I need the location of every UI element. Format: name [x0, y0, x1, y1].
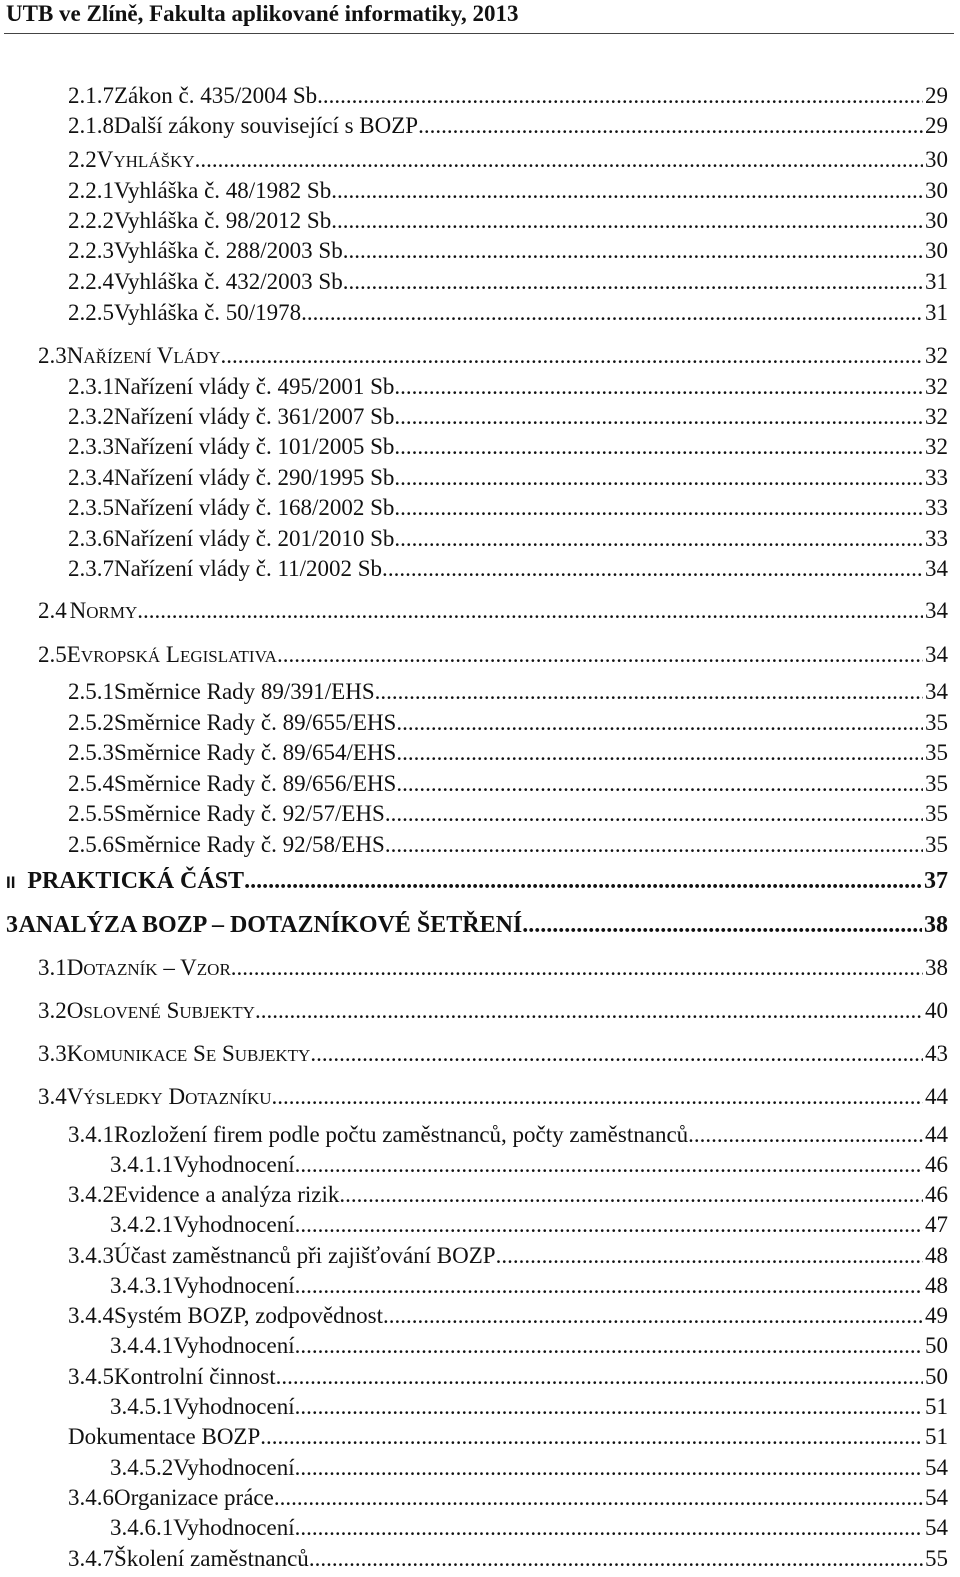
- toc-dot-leader: [522, 910, 922, 940]
- toc-entry[interactable]: [68, 1180, 948, 1210]
- toc-dot-leader: [396, 769, 923, 799]
- toc-entry-number: 2.3.1: [68, 374, 114, 399]
- toc-entry[interactable]: [110, 1392, 948, 1422]
- toc-entry-title: Další zákony související s BOZP: [114, 113, 419, 138]
- toc-entry[interactable]: [38, 1039, 948, 1069]
- toc-dot-leader: [295, 1210, 923, 1240]
- toc-entry-title: Směrnice Rady č. 89/656/EHS: [114, 771, 397, 796]
- toc-entry[interactable]: [68, 432, 948, 462]
- toc-entry-number: 2.3.6: [68, 526, 114, 551]
- toc-entry-number: 3.4.5.2: [110, 1455, 174, 1480]
- toc-dot-leader: [348, 236, 923, 266]
- toc-entry-page-number: 32: [925, 343, 948, 368]
- toc-entry-page-number: 50: [925, 1333, 948, 1358]
- toc-entry-title: Vyhodnocení: [173, 1515, 295, 1540]
- toc-entry[interactable]: [68, 176, 948, 206]
- toc-entry-number: 2.5.2: [68, 710, 114, 735]
- toc-entry-number: 2.5.1: [68, 679, 114, 704]
- toc-dot-leader: [400, 372, 923, 402]
- toc-dot-leader: [348, 267, 923, 297]
- toc-entry-page-number: 49: [925, 1303, 948, 1328]
- toc-entry-title: OSLOVENÉ SUBJEKTY: [66, 998, 255, 1023]
- toc-entry[interactable]: [38, 1082, 948, 1112]
- toc-entry-number: 3.4.2.1: [110, 1212, 174, 1237]
- toc-entry-number: 2.1.7: [68, 83, 114, 108]
- toc-entry-title: Nařízení vlády č. 495/2001 Sb.: [114, 374, 401, 399]
- toc-entry-number: 3.4.6.1: [110, 1515, 174, 1540]
- toc-entry-title: Směrnice Rady č. 92/58/EHS: [114, 832, 385, 857]
- toc-entry-title: Nařízení vlády č. 290/1995 Sb.: [114, 465, 401, 490]
- toc-entry-page-number: 35: [925, 801, 948, 826]
- toc-entry-page-number: 46: [925, 1182, 948, 1207]
- toc-dot-leader: [337, 206, 923, 236]
- toc-entry-title: Vyhláška č. 98/2012 Sb.: [114, 208, 337, 233]
- toc-entry-title: Vyhodnocení: [173, 1212, 295, 1237]
- toc-entry[interactable]: [110, 1150, 948, 1180]
- toc-entry-number: 2.5.3: [68, 740, 114, 765]
- toc-entry-title: Systém BOZP, zodpovědnost: [114, 1303, 383, 1328]
- toc-entry-title: VYHLÁŠKY: [96, 147, 195, 172]
- toc-entry[interactable]: [68, 402, 948, 432]
- toc-entry-number: 3.4.4.1: [110, 1333, 174, 1358]
- toc-entry-title: Vyhláška č. 288/2003 Sb.: [114, 238, 349, 263]
- toc-entry-title: Vyhodnocení: [173, 1152, 295, 1177]
- toc-entry-page-number: 34: [925, 642, 948, 667]
- toc-entry-page-number: 32: [925, 374, 948, 399]
- toc-entry[interactable]: [68, 830, 948, 860]
- toc-dot-leader: [400, 402, 923, 432]
- toc-entry[interactable]: [110, 1453, 948, 1483]
- toc-entry-page-number: 30: [925, 208, 948, 233]
- toc-entry-number: 2.4: [38, 598, 67, 623]
- toc-entry-number: 2.2.3: [68, 238, 114, 263]
- toc-entry-title: KOMUNIKACE SE SUBJEKTY: [66, 1041, 311, 1066]
- toc-entry-title: Organizace práce: [114, 1485, 274, 1510]
- toc-entry-title: EVROPSKÁ LEGISLATIVA: [66, 642, 277, 667]
- toc-entry-title: Vyhodnocení: [173, 1455, 295, 1480]
- toc-entry-title: Vyhodnocení: [173, 1333, 295, 1358]
- toc-entry-number: 3.2: [38, 998, 67, 1023]
- toc-entry-page-number: 35: [925, 740, 948, 765]
- toc-entry-title: Nařízení vlády č. 11/2002 Sb.: [114, 556, 388, 581]
- toc-dot-leader: [310, 1039, 923, 1069]
- toc-dot-leader: [383, 1301, 923, 1331]
- toc-entry-title: Směrnice Rady 89/391/EHS: [114, 679, 375, 704]
- toc-entry[interactable]: [68, 554, 948, 584]
- toc-entry-number: 3.1: [38, 955, 67, 980]
- toc-entry-title: Zákon č. 435/2004 Sb.: [114, 83, 323, 108]
- toc-dot-leader: [137, 596, 923, 626]
- toc-dot-leader: [255, 996, 923, 1026]
- toc-entry-page-number: 32: [925, 434, 948, 459]
- toc-entry[interactable]: [68, 524, 948, 554]
- toc-entry-number: 3.4.5.1: [110, 1394, 174, 1419]
- toc-entry-page-number: 47: [925, 1212, 948, 1237]
- toc-dot-leader: [295, 1331, 923, 1361]
- toc-dot-leader: [400, 463, 923, 493]
- toc-entry-number: 3.4.5: [68, 1364, 114, 1389]
- toc-entry-number: 3.4.2: [68, 1182, 114, 1207]
- toc-dot-leader: [295, 1513, 923, 1543]
- toc-entry[interactable]: [68, 799, 948, 829]
- toc-dot-leader: [388, 554, 923, 584]
- toc-entry-page-number: 48: [925, 1273, 948, 1298]
- toc-dot-leader: [244, 866, 922, 896]
- toc-entry-title: VÝSLEDKY DOTAZNÍKU: [66, 1084, 272, 1109]
- toc-entry[interactable]: [68, 1483, 948, 1513]
- toc-entry-number: 2.2.5: [68, 300, 114, 325]
- toc-entry-page-number: 46: [925, 1152, 948, 1177]
- toc-entry-title: Nařízení vlády č. 201/2010 Sb.: [114, 526, 401, 551]
- toc-entry-title: Evidence a analýza rizik: [114, 1182, 340, 1207]
- toc-entry-title: Směrnice Rady č. 92/57/EHS: [114, 801, 385, 826]
- toc-entry[interactable]: [68, 1544, 948, 1574]
- toc-entry-number: 2.5: [38, 642, 67, 667]
- toc-dot-leader: [385, 830, 923, 860]
- toc-entry-number: 3.4.4: [68, 1303, 114, 1328]
- toc-entry-page-number: 32: [925, 404, 948, 429]
- toc-entry-title: ANALÝZA BOZP – DOTAZNÍKOVÉ ŠETŘENÍ: [18, 912, 523, 938]
- toc-entry-title: Směrnice Rady č. 89/655/EHS: [114, 710, 397, 735]
- toc-entry-number: 3.4.3.1: [110, 1273, 174, 1298]
- toc-entry-number: 2.3.5: [68, 495, 114, 520]
- toc-entry-page-number: 30: [925, 238, 948, 263]
- toc-entry-page-number: 38: [925, 955, 948, 980]
- toc-entry-title: Vyhláška č. 48/1982 Sb.: [114, 178, 337, 203]
- toc-entry-page-number: 43: [925, 1041, 948, 1066]
- toc-dot-leader: [195, 145, 923, 175]
- toc-entry[interactable]: [6, 866, 948, 896]
- toc-dot-leader: [309, 1544, 923, 1574]
- toc-entry-title: Vyhodnocení: [173, 1273, 295, 1298]
- toc-entry[interactable]: [38, 640, 948, 670]
- toc-entry-number: 3.4.6: [68, 1485, 114, 1510]
- toc-entry-page-number: 38: [924, 912, 948, 938]
- toc-entry-title: Školení zaměstnanců: [114, 1546, 309, 1571]
- toc-entry-page-number: 34: [925, 679, 948, 704]
- toc-entry-page-number: 35: [925, 771, 948, 796]
- toc-entry[interactable]: [68, 267, 948, 297]
- toc-entry-number: 2.2: [68, 147, 97, 172]
- toc-entry[interactable]: [68, 206, 948, 236]
- toc-entry-number: 2.5.4: [68, 771, 114, 796]
- toc-entry-title: Vyhláška č. 432/2003 Sb.: [114, 269, 349, 294]
- toc-entry[interactable]: [68, 111, 948, 141]
- toc-dot-leader: [301, 298, 923, 328]
- toc-entry-page-number: 35: [925, 710, 948, 735]
- toc-dot-leader: [231, 953, 923, 983]
- toc-entry-number: 2.2.2: [68, 208, 114, 233]
- toc-entry-number: II: [6, 873, 16, 892]
- toc-entry-page-number: 31: [925, 269, 948, 294]
- toc-entry-page-number: 54: [925, 1455, 948, 1480]
- toc-entry-page-number: 31: [925, 300, 948, 325]
- toc-entry-page-number: 29: [925, 113, 948, 138]
- toc-dot-leader: [337, 176, 923, 206]
- toc-entry-title: Kontrolní činnost: [114, 1364, 276, 1389]
- toc-entry-page-number: 34: [925, 598, 948, 623]
- toc-entry-title: NORMY: [69, 598, 138, 623]
- toc-dot-leader: [385, 799, 923, 829]
- toc-entry-page-number: 40: [925, 998, 948, 1023]
- toc-entry-page-number: 51: [925, 1394, 948, 1419]
- toc-dot-leader: [274, 1483, 923, 1513]
- toc-entry[interactable]: [68, 1301, 948, 1331]
- toc-dot-leader: [688, 1120, 923, 1150]
- toc-entry[interactable]: [68, 236, 948, 266]
- toc-entry[interactable]: [38, 341, 948, 371]
- toc-dot-leader: [295, 1392, 923, 1422]
- toc-entry-title: Nařízení vlády č. 168/2002 Sb.: [114, 495, 401, 520]
- toc-entry-number: 2.3.2: [68, 404, 114, 429]
- toc-dot-leader: [496, 1241, 923, 1271]
- toc-entry[interactable]: [68, 1362, 948, 1392]
- toc-entry[interactable]: [68, 493, 948, 523]
- toc-entry-title: Vyhodnocení: [173, 1394, 295, 1419]
- toc-entry-number: 3.4.1: [68, 1122, 114, 1147]
- toc-dot-leader: [400, 524, 923, 554]
- toc-entry[interactable]: [68, 81, 948, 111]
- toc-entry-title: Nařízení vlády č. 361/2007 Sb.: [114, 404, 401, 429]
- toc-entry-page-number: 29: [925, 83, 948, 108]
- toc-entry-page-number: 48: [925, 1243, 948, 1268]
- toc-entry-page-number: 33: [925, 495, 948, 520]
- toc-entry-number: 3: [6, 912, 18, 938]
- toc-entry[interactable]: [38, 596, 948, 626]
- toc-entry-number: 2.3: [38, 343, 67, 368]
- toc-dot-leader: [277, 640, 923, 670]
- toc-entry-title: Vyhláška č. 50/1978: [114, 300, 302, 325]
- toc-entry-number: 2.2.4: [68, 269, 114, 294]
- toc-dot-leader: [323, 81, 923, 111]
- toc-dot-leader: [396, 708, 923, 738]
- running-header: UTB ve Zlíně, Fakulta aplikované informatiky, 2013: [6, 1, 519, 26]
- toc-entry-number: 3.4.7: [68, 1546, 114, 1571]
- toc-entry[interactable]: [110, 1210, 948, 1240]
- toc-entry-page-number: 54: [925, 1515, 948, 1540]
- toc-entry[interactable]: [38, 953, 948, 983]
- toc-dot-leader: [396, 738, 923, 768]
- toc-entry-title: Dokumentace BOZP: [68, 1424, 261, 1449]
- toc-entry[interactable]: [110, 1513, 948, 1543]
- toc-entry[interactable]: [110, 1271, 948, 1301]
- toc-dot-leader: [276, 1362, 923, 1392]
- toc-entry-number: 3.4.3: [68, 1243, 114, 1268]
- toc-entry[interactable]: [68, 298, 948, 328]
- toc-entry-page-number: 51: [925, 1424, 948, 1449]
- toc-entry-page-number: 50: [925, 1364, 948, 1389]
- toc-dot-leader: [295, 1271, 923, 1301]
- toc-entry-number: 2.3.7: [68, 556, 114, 581]
- toc-entry-page-number: 30: [925, 147, 948, 172]
- toc-entry[interactable]: [6, 910, 948, 940]
- toc-entry-page-number: 55: [925, 1546, 948, 1571]
- toc-entry[interactable]: [68, 463, 948, 493]
- toc-entry-title: Nařízení vlády č. 101/2005 Sb.: [114, 434, 401, 459]
- toc-entry-title: Směrnice Rady č. 89/654/EHS: [114, 740, 397, 765]
- toc-entry-page-number: 44: [925, 1084, 948, 1109]
- toc-entry-title: NAŘÍZENÍ VLÁDY: [66, 343, 221, 368]
- toc-entry[interactable]: [68, 769, 948, 799]
- toc-entry-number: 3.3: [38, 1041, 67, 1066]
- toc-entry-number: 2.3.3: [68, 434, 114, 459]
- toc-entry[interactable]: [110, 1331, 948, 1361]
- toc-entry-page-number: 54: [925, 1485, 948, 1510]
- toc-entry-number: 3.4.1.1: [110, 1152, 174, 1177]
- toc-entry[interactable]: [68, 1241, 948, 1271]
- toc-entry-page-number: 33: [925, 465, 948, 490]
- toc-entry-number: 2.5.6: [68, 832, 114, 857]
- toc-entry-page-number: 30: [925, 178, 948, 203]
- toc-entry-number: 3.4: [38, 1084, 67, 1109]
- toc-entry-number: 2.5.5: [68, 801, 114, 826]
- toc-dot-leader: [400, 493, 923, 523]
- toc-dot-leader: [260, 1422, 923, 1452]
- toc-entry-page-number: 44: [925, 1122, 948, 1147]
- toc-entry[interactable]: [68, 372, 948, 402]
- toc-entry-page-number: 34: [925, 556, 948, 581]
- toc-dot-leader: [295, 1150, 923, 1180]
- toc-entry[interactable]: [68, 1120, 948, 1150]
- toc-entry[interactable]: [68, 738, 948, 768]
- toc-entry-page-number: 37: [924, 868, 948, 894]
- toc-entry-page-number: 33: [925, 526, 948, 551]
- toc-dot-leader: [221, 341, 923, 371]
- toc-entry-title: PRAKTICKÁ ČÁST: [27, 868, 245, 894]
- toc-dot-leader: [339, 1180, 923, 1210]
- toc-dot-leader: [295, 1453, 923, 1483]
- toc-entry-number: 2.2.1: [68, 178, 114, 203]
- toc-entry[interactable]: [68, 1422, 948, 1452]
- toc-entry-page-number: 35: [925, 832, 948, 857]
- toc-dot-leader: [272, 1082, 923, 1112]
- header-divider: [4, 33, 954, 34]
- toc-entry[interactable]: [68, 708, 948, 738]
- toc-dot-leader: [375, 677, 923, 707]
- toc-dot-leader: [418, 111, 923, 141]
- toc-entry-number: 2.1.8: [68, 113, 114, 138]
- toc-entry-number: 2.3.4: [68, 465, 114, 490]
- toc-entry[interactable]: [68, 677, 948, 707]
- toc-entry-title: DOTAZNÍK – VZOR: [66, 955, 231, 980]
- toc-entry[interactable]: [68, 145, 948, 175]
- toc-entry-title: Rozložení firem podle počtu zaměstnanců, počty zaměstnanců: [114, 1122, 689, 1147]
- toc-entry[interactable]: [38, 996, 948, 1026]
- toc-dot-leader: [400, 432, 923, 462]
- toc-entry-title: Účast zaměstnanců při zajišťování BOZP: [114, 1243, 496, 1268]
